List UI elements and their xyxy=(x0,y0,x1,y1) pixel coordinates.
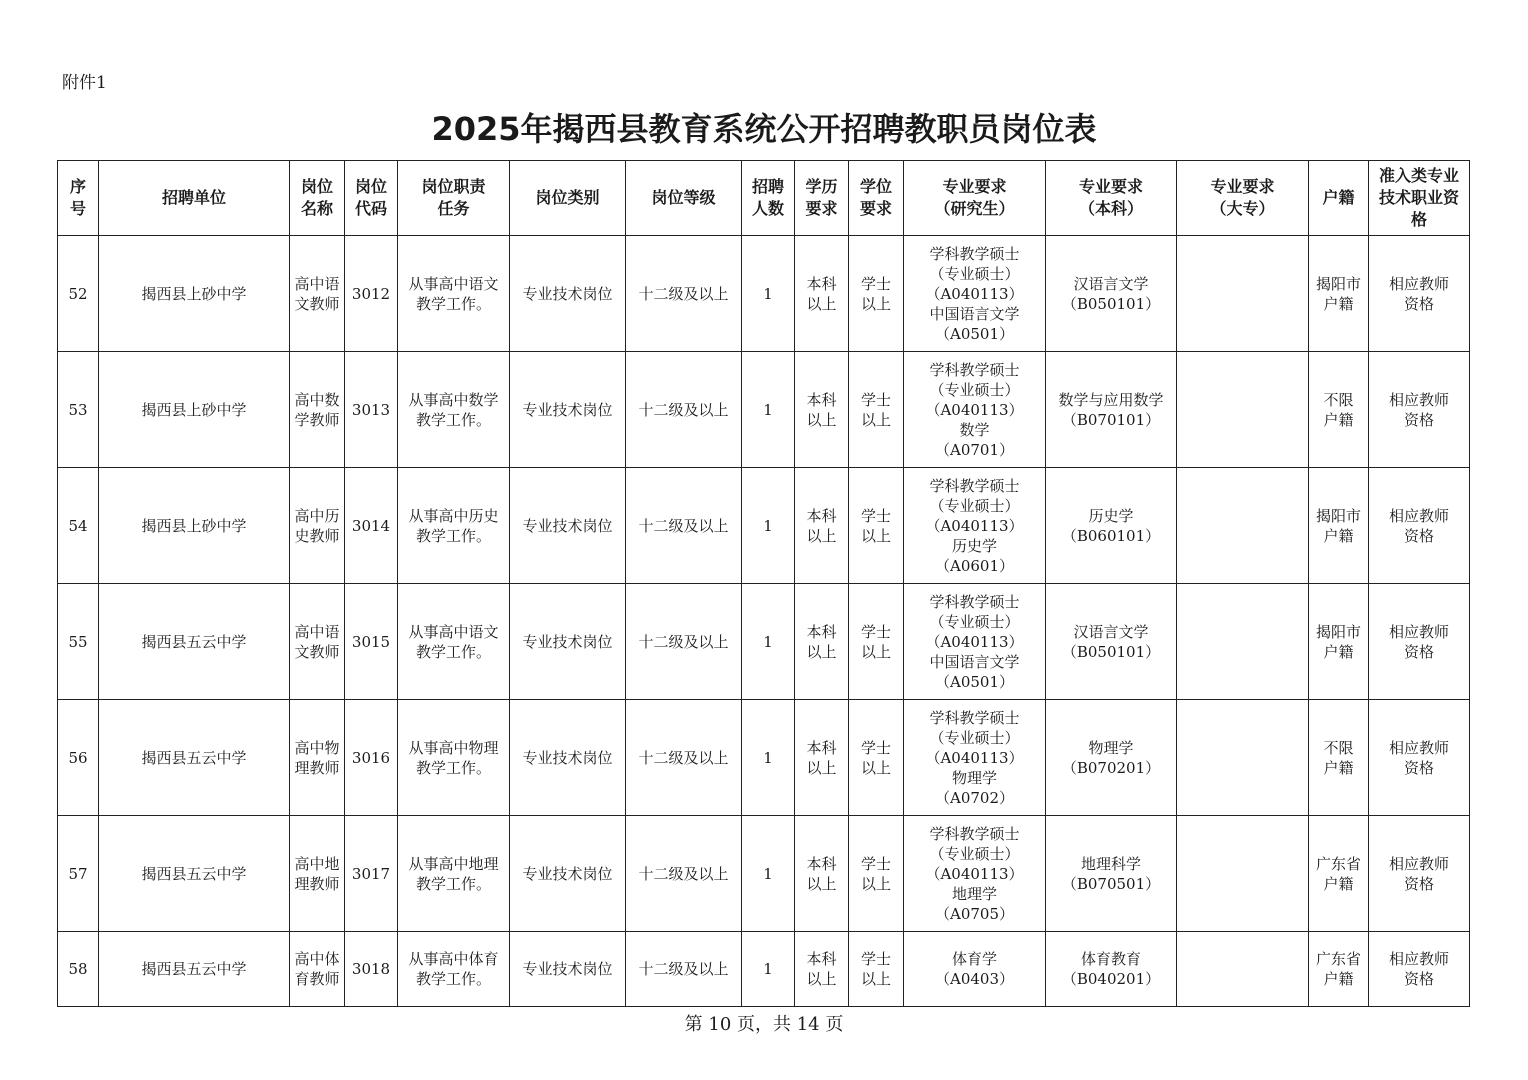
cell-major-college xyxy=(1177,932,1309,1007)
cell-seq: 54 xyxy=(58,468,99,584)
cell-household: 不限 户籍 xyxy=(1309,700,1369,816)
cell-duty: 从事高中语文 教学工作。 xyxy=(398,236,510,352)
cell-seq: 56 xyxy=(58,700,99,816)
header-household: 户籍 xyxy=(1309,161,1369,236)
table-row xyxy=(58,584,1470,700)
cell-count: 1 xyxy=(742,816,795,932)
cell-count: 1 xyxy=(742,700,795,816)
cell-major-bachelor: 汉语言文学 （B050101） xyxy=(1046,584,1177,700)
cell-post-code: 3014 xyxy=(345,468,398,584)
cell-post-name: 高中语 文教师 xyxy=(290,236,345,352)
page-title: 2025年揭西县教育系统公开招聘教职员岗位表 xyxy=(431,110,1097,148)
cell-major-grad: 学科教学硕士 （专业硕士） （A040113） 历史学 （A0601） xyxy=(904,468,1046,584)
cell-duty: 从事高中物理 教学工作。 xyxy=(398,700,510,816)
cell-major-college xyxy=(1177,236,1309,352)
cell-post-name: 高中数 学教师 xyxy=(290,352,345,468)
cell-duty: 从事高中体育 教学工作。 xyxy=(398,932,510,1007)
job-table xyxy=(57,160,1470,1007)
cell-count: 1 xyxy=(742,236,795,352)
cell-post-name: 高中物 理教师 xyxy=(290,700,345,816)
cell-category: 专业技术岗位 xyxy=(510,236,626,352)
cell-category: 专业技术岗位 xyxy=(510,700,626,816)
cell-category: 专业技术岗位 xyxy=(510,816,626,932)
cell-degree: 学士 以上 xyxy=(849,468,904,584)
cell-degree: 学士 以上 xyxy=(849,584,904,700)
cell-major-bachelor: 数学与应用数学 （B070101） xyxy=(1046,352,1177,468)
cell-major-college xyxy=(1177,700,1309,816)
cell-post-name: 高中历 史教师 xyxy=(290,468,345,584)
header-qualification: 准入类专业 技术职业资 格 xyxy=(1369,161,1470,236)
cell-household: 广东省 户籍 xyxy=(1309,816,1369,932)
cell-education: 本科 以上 xyxy=(795,584,849,700)
cell-major-grad: 学科教学硕士 （专业硕士） （A040113） 物理学 （A0702） xyxy=(904,700,1046,816)
header-education: 学历 要求 xyxy=(795,161,849,236)
cell-education: 本科 以上 xyxy=(795,700,849,816)
cell-count: 1 xyxy=(742,352,795,468)
cell-duty: 从事高中地理 教学工作。 xyxy=(398,816,510,932)
page-footer: 第 10 页，共 14 页 xyxy=(684,1014,844,1035)
cell-unit: 揭西县上砂中学 xyxy=(99,468,290,584)
header-level: 岗位等级 xyxy=(626,161,742,236)
cell-major-grad: 学科教学硕士 （专业硕士） （A040113） 中国语言文学 （A0501） xyxy=(904,584,1046,700)
cell-household: 揭阳市 户籍 xyxy=(1309,236,1369,352)
attachment-label: 附件1 xyxy=(62,73,107,93)
cell-count: 1 xyxy=(742,468,795,584)
cell-degree: 学士 以上 xyxy=(849,932,904,1007)
cell-major-college xyxy=(1177,352,1309,468)
cell-major-college xyxy=(1177,468,1309,584)
cell-qualification: 相应教师 资格 xyxy=(1369,700,1470,816)
cell-major-bachelor: 地理科学 （B070501） xyxy=(1046,816,1177,932)
cell-count: 1 xyxy=(742,584,795,700)
cell-major-grad: 学科教学硕士 （专业硕士） （A040113） 数学 （A0701） xyxy=(904,352,1046,468)
cell-post-code: 3015 xyxy=(345,584,398,700)
cell-degree: 学士 以上 xyxy=(849,352,904,468)
cell-household: 不限 户籍 xyxy=(1309,352,1369,468)
cell-level: 十二级及以上 xyxy=(626,468,742,584)
table-row xyxy=(58,816,1470,932)
cell-seq: 57 xyxy=(58,816,99,932)
cell-degree: 学士 以上 xyxy=(849,236,904,352)
cell-education: 本科 以上 xyxy=(795,236,849,352)
cell-education: 本科 以上 xyxy=(795,468,849,584)
header-degree: 学位 要求 xyxy=(849,161,904,236)
header-major-college: 专业要求 （大专） xyxy=(1177,161,1309,236)
cell-major-bachelor: 体育教育 （B040201） xyxy=(1046,932,1177,1007)
cell-qualification: 相应教师 资格 xyxy=(1369,816,1470,932)
cell-qualification: 相应教师 资格 xyxy=(1369,468,1470,584)
cell-post-code: 3018 xyxy=(345,932,398,1007)
cell-education: 本科 以上 xyxy=(795,932,849,1007)
cell-major-bachelor: 历史学 （B060101） xyxy=(1046,468,1177,584)
cell-household: 揭阳市 户籍 xyxy=(1309,468,1369,584)
cell-level: 十二级及以上 xyxy=(626,816,742,932)
cell-post-name: 高中地 理教师 xyxy=(290,816,345,932)
cell-post-name: 高中体 育教师 xyxy=(290,932,345,1007)
header-unit: 招聘单位 xyxy=(99,161,290,236)
cell-seq: 55 xyxy=(58,584,99,700)
cell-count: 1 xyxy=(742,932,795,1007)
header-post-code: 岗位 代码 xyxy=(345,161,398,236)
cell-level: 十二级及以上 xyxy=(626,584,742,700)
cell-qualification: 相应教师 资格 xyxy=(1369,584,1470,700)
cell-level: 十二级及以上 xyxy=(626,700,742,816)
cell-major-grad: 学科教学硕士 （专业硕士） （A040113） 中国语言文学 （A0501） xyxy=(904,236,1046,352)
header-major-grad: 专业要求 （研究生） xyxy=(904,161,1046,236)
header-major-bachelor: 专业要求 （本科） xyxy=(1046,161,1177,236)
cell-seq: 58 xyxy=(58,932,99,1007)
cell-qualification: 相应教师 资格 xyxy=(1369,236,1470,352)
cell-seq: 52 xyxy=(58,236,99,352)
cell-major-bachelor: 汉语言文学 （B050101） xyxy=(1046,236,1177,352)
header-seq: 序 号 xyxy=(58,161,99,236)
cell-duty: 从事高中历史 教学工作。 xyxy=(398,468,510,584)
cell-major-college xyxy=(1177,584,1309,700)
cell-post-code: 3017 xyxy=(345,816,398,932)
cell-unit: 揭西县五云中学 xyxy=(99,700,290,816)
cell-category: 专业技术岗位 xyxy=(510,584,626,700)
header-count: 招聘 人数 xyxy=(742,161,795,236)
cell-level: 十二级及以上 xyxy=(626,236,742,352)
cell-unit: 揭西县上砂中学 xyxy=(99,236,290,352)
header-post-name: 岗位 名称 xyxy=(290,161,345,236)
cell-household: 揭阳市 户籍 xyxy=(1309,584,1369,700)
cell-unit: 揭西县五云中学 xyxy=(99,816,290,932)
cell-unit: 揭西县上砂中学 xyxy=(99,352,290,468)
table-row xyxy=(58,932,1470,1007)
cell-duty: 从事高中数学 教学工作。 xyxy=(398,352,510,468)
cell-degree: 学士 以上 xyxy=(849,700,904,816)
cell-post-code: 3016 xyxy=(345,700,398,816)
table-row xyxy=(58,468,1470,584)
table-row xyxy=(58,352,1470,468)
cell-major-grad: 学科教学硕士 （专业硕士） （A040113） 地理学 （A0705） xyxy=(904,816,1046,932)
cell-duty: 从事高中语文 教学工作。 xyxy=(398,584,510,700)
cell-education: 本科 以上 xyxy=(795,816,849,932)
cell-level: 十二级及以上 xyxy=(626,932,742,1007)
cell-major-college xyxy=(1177,816,1309,932)
cell-seq: 53 xyxy=(58,352,99,468)
cell-level: 十二级及以上 xyxy=(626,352,742,468)
table-header-row xyxy=(58,161,1470,236)
header-duty: 岗位职责 任务 xyxy=(398,161,510,236)
cell-unit: 揭西县五云中学 xyxy=(99,584,290,700)
cell-qualification: 相应教师 资格 xyxy=(1369,352,1470,468)
table-row xyxy=(58,700,1470,816)
cell-education: 本科 以上 xyxy=(795,352,849,468)
header-category: 岗位类别 xyxy=(510,161,626,236)
cell-category: 专业技术岗位 xyxy=(510,468,626,584)
cell-major-grad: 体育学 （A0403） xyxy=(904,932,1046,1007)
cell-category: 专业技术岗位 xyxy=(510,352,626,468)
cell-major-bachelor: 物理学 （B070201） xyxy=(1046,700,1177,816)
table-row xyxy=(58,236,1470,352)
cell-household: 广东省 户籍 xyxy=(1309,932,1369,1007)
cell-qualification: 相应教师 资格 xyxy=(1369,932,1470,1007)
cell-post-code: 3013 xyxy=(345,352,398,468)
cell-unit: 揭西县五云中学 xyxy=(99,932,290,1007)
cell-post-code: 3012 xyxy=(345,236,398,352)
cell-post-name: 高中语 文教师 xyxy=(290,584,345,700)
cell-degree: 学士 以上 xyxy=(849,816,904,932)
cell-category: 专业技术岗位 xyxy=(510,932,626,1007)
